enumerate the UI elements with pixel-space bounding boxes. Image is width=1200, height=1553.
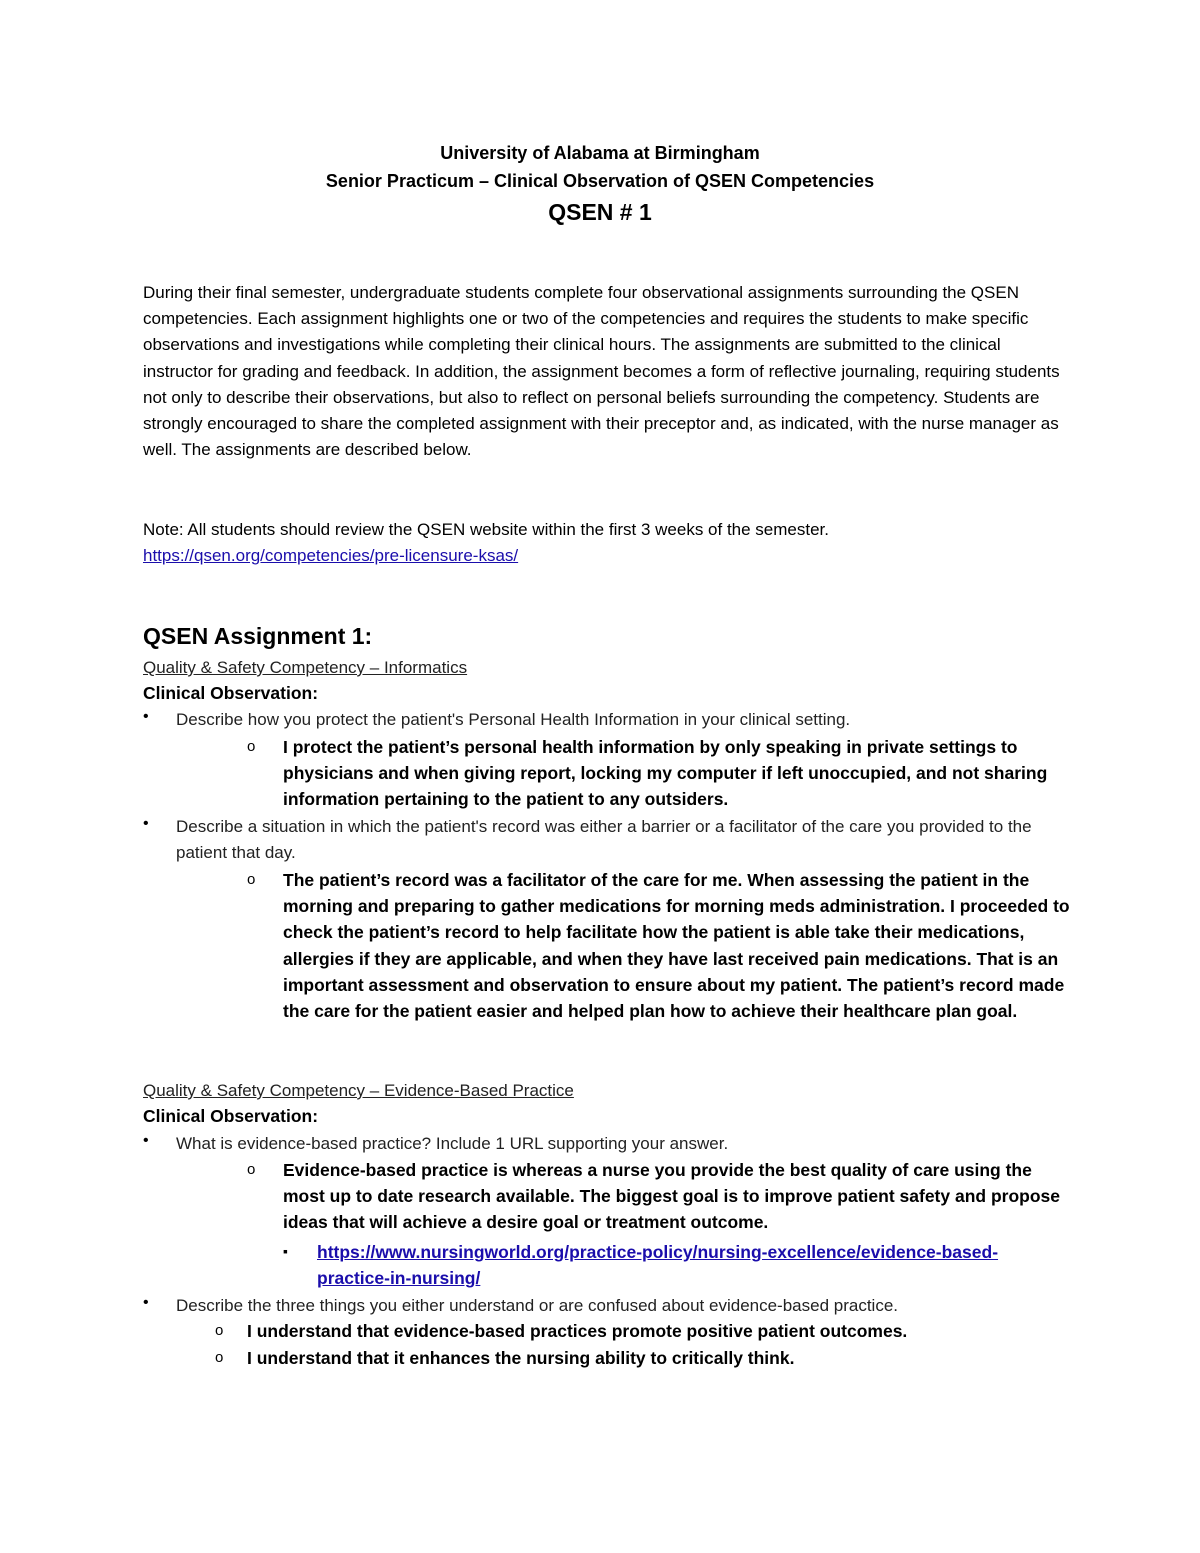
square-bullet-icon: ▪ [283, 1243, 288, 1259]
bullet-icon: • [143, 1132, 149, 1149]
bullet-icon: • [143, 815, 149, 832]
intro-paragraph: During their final semester, undergraduate students complete four observational assignments surrounding the QSEN competencies. Each assignment highlights one or two of the competencies and requires the students to make specific observations and investigations while completing their clinical hours. The assignments are submitted to the clinical instructor for grading and feedback. In addition, the assignment becomes a form of reflective journaling, requiring students not only to describe their observations, but also to reflect on personal beliefs surrounding the competency. Students are strongly encouraged to share the completed assignment with their preceptor and, as indicated, with the nurse manager as well. The assignments are described below. [143, 283, 1060, 460]
circle-bullet-icon: o [247, 1161, 256, 1178]
answer-text: I understand that it enhances the nursing ability to critically think. [247, 1348, 795, 1368]
answer-text: I understand that evidence-based practices promote positive patient outcomes. [247, 1321, 908, 1341]
question-text: Describe a situation in which the patient's record was either a barrier or a facilitator of the care you provided to the patient that day. [176, 817, 1032, 863]
bullet-icon: • [143, 708, 149, 725]
assignment-title: QSEN Assignment 1: [143, 623, 373, 649]
qsen-number-heading: QSEN # 1 [548, 199, 652, 225]
clinical-observation-label: Clinical Observation: [143, 683, 319, 703]
clinical-observation-label: Clinical Observation: [143, 1106, 319, 1126]
answer-text: Evidence-based practice is whereas a nurse you provide the best quality of care using the most up to date research available. The biggest goal is to improve patient safety and propose ideas that will achieve a desire goal or treatment outcome. [283, 1160, 1060, 1233]
circle-bullet-icon: o [215, 1349, 224, 1366]
question-text: Describe how you protect the patient's Personal Health Information in your clinical setting. [176, 710, 851, 729]
note-block [143, 517, 1063, 569]
university-heading: University of Alabama at Birmingham [440, 143, 760, 163]
circle-bullet-icon: o [247, 871, 256, 888]
circle-bullet-icon: o [215, 1322, 224, 1339]
course-heading: Senior Practicum – Clinical Observation of QSEN Competencies [325, 171, 875, 191]
answer-text: The patient’s record was a facilitator of the care for me. When assessing the patient in the morning and preparing to gather medications for morning meds administration. I proceeded to check the patient’s record to help facilitate how the patient is able take their medications, allergies if they are applicable, and when they have last received pain medications. That is an important assessment and observation to ensure about my patient. The patient’s record made the care for the patient easier and helped plan how to achieve their healthcare plan goal. [283, 870, 1070, 1022]
competency-informatics-heading: Quality & Safety Competency – Informatics [143, 658, 468, 677]
evidence-based-practice-link[interactable]: https://www.nursingworld.org/practice-policy/nursing-excellence/evidence-based-practice-in-nursing/ [317, 1242, 999, 1289]
bullet-icon: • [143, 1294, 149, 1311]
circle-bullet-icon: o [247, 738, 256, 755]
qsen-website-link[interactable]: https://qsen.org/competencies/pre-licensure-ksas/ [143, 546, 519, 566]
competency-ebp-heading: Quality & Safety Competency – Evidence-Based Practice [143, 1081, 574, 1100]
question-text: What is evidence-based practice? Include 1 URL supporting your answer. [176, 1134, 729, 1153]
answer-text: I protect the patient’s personal health information by only speaking in private settings to physicians and when giving report, locking my computer if left unoccupied, and not sharing information pertaining to the patient to any outsiders. [283, 737, 1048, 810]
note-text: Note: All students should review the QSEN website within the first 3 weeks of the semester. [143, 520, 829, 539]
question-text: Describe the three things you either understand or are confused about evidence-based practice. [176, 1296, 899, 1315]
